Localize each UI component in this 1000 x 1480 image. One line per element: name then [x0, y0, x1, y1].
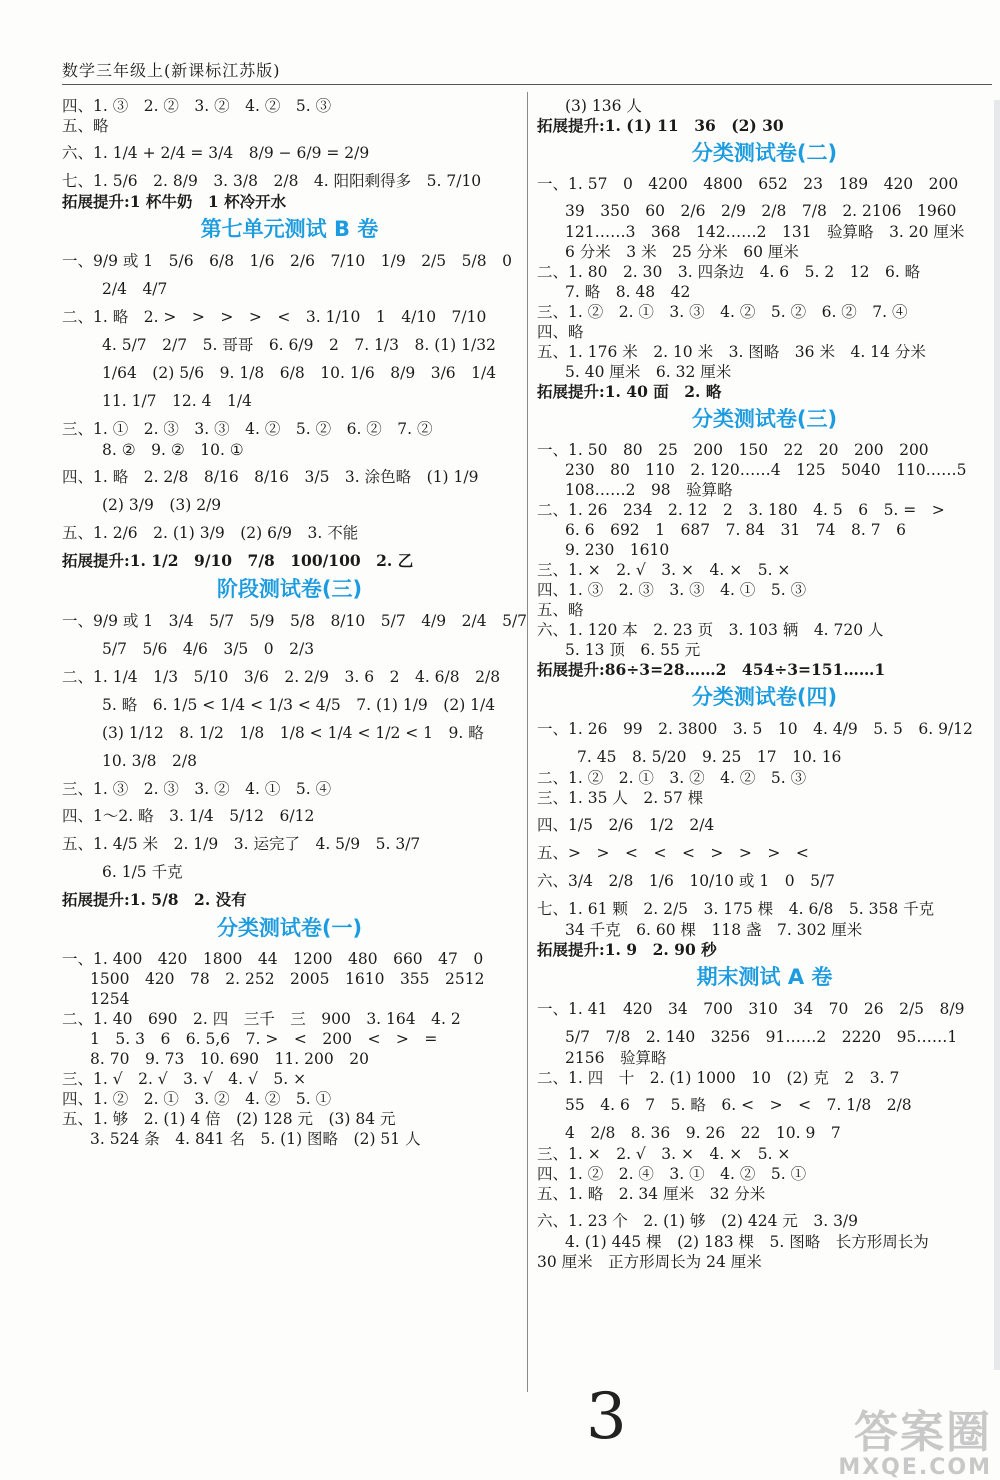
answer-line: 一、1. 50 80 25 200 150 22 20 200 200 [537, 441, 929, 459]
answer-line: 1/64 (2) 5/6 9. 1/8 6/8 10. 1/6 8/9 3/6 1/4 [102, 364, 497, 382]
answer-line: 121……3 368 142……2 131 验算略 3. 20 厘米 [565, 223, 965, 241]
answer-line: 7. 45 8. 5/20 9. 25 17 10. 16 [577, 748, 842, 766]
answer-line: 三、1. ① 2. ③ 3. ③ 4. ② 5. ② 6. ② 7. ② [62, 420, 433, 438]
answer-line: 6 分米 3 米 25 分米 60 厘米 [565, 243, 799, 261]
answer-line: 4 2/8 8. 36 9. 26 22 10. 9 7 [565, 1124, 841, 1142]
page-number: 3 [586, 1380, 627, 1454]
answer-line: (2) 3/9 (3) 2/9 [102, 496, 222, 514]
answer-line: 三、1. ③ 2. ③ 3. ② 4. ① 5. ④ [62, 780, 332, 798]
answer-line: 四、1/5 2/6 1/2 2/4 [537, 816, 715, 834]
section-title: 分类测试卷(四) [691, 685, 838, 709]
answer-line: 2/4 4/7 [102, 280, 168, 298]
answer-line: 四、1. ② 2. ④ 3. ① 4. ② 5. ① [537, 1165, 807, 1183]
answer-line: 55 4. 6 7 5. 略 6. < > < 7. 1/8 2/8 [565, 1096, 912, 1114]
left-column [62, 96, 528, 1149]
answer-line: 六、1. 23 个 2. (1) 够 (2) 424 元 3. 3/9 [537, 1212, 859, 1230]
section-title: 阶段测试卷(三) [216, 577, 363, 601]
answer-line: 30 厘米 正方形周长为 24 厘米 [537, 1253, 762, 1271]
answer-line: 34 千克 6. 60 棵 118 盏 7. 302 厘米 [565, 921, 863, 939]
answer-line: 6. 6 692 1 687 7. 84 31 74 8. 7 6 [565, 521, 906, 539]
extension-answer-line: 拓展提升:1 杯牛奶 1 杯冷开水 [62, 192, 287, 211]
answer-line: 5. 略 6. 1/5 < 1/4 < 1/3 < 4/5 7. (1) 1/9 (2) 1/4 [102, 696, 496, 714]
answer-line: 9. 230 1610 [565, 541, 670, 559]
answer-line: 二、1. 四 十 2. (1) 1000 10 (2) 克 2 3. 7 [537, 1069, 900, 1087]
answer-line: 5. 40 厘米 6. 32 厘米 [565, 363, 732, 381]
answer-line: 四、1. ② 2. ① 3. ② 4. ② 5. ① [62, 1090, 332, 1108]
answer-line: 4. 5/7 2/7 5. 哥哥 6. 6/9 2 7. 1/3 8. (1) 1/32 [102, 336, 496, 354]
answer-line: 六、3/4 2/8 1/6 10/10 或 1 0 5/7 [537, 872, 836, 890]
answer-line: 11. 1/7 12. 4 1/4 [102, 392, 252, 410]
answer-line: 三、1. × 2. √ 3. × 4. × 5. × [537, 561, 791, 579]
watermark-url: MXQE.COM [838, 1455, 992, 1480]
answer-line: 一、9/9 或 1 3/4 5/7 5/9 5/8 8/10 5/7 4/9 2/4 5/7 [62, 612, 528, 630]
answer-line: 5/7 7/8 2. 140 3256 91……2 2220 95……1 [565, 1028, 958, 1046]
extension-answer-line: 拓展提升:1. 5/8 2. 没有 [62, 890, 247, 909]
answer-line: 39 350 60 2/6 2/9 2/8 7/8 2. 2106 1960 [565, 202, 957, 220]
answer-line: 五、1. 2/6 2. (1) 3/9 (2) 6/9 3. 不能 [62, 524, 359, 542]
answer-line: (3) 136 人 [565, 97, 642, 115]
answer-line: 二、1. 略 2. > > > > < 3. 1/10 1 4/10 7/10 [62, 308, 487, 326]
answer-line: 四、略 [537, 323, 584, 341]
answer-line: 3. 524 条 4. 841 名 5. (1) 图略 (2) 51 人 [90, 1130, 421, 1148]
answer-line: 五、1. 176 米 2. 10 米 3. 图略 36 米 4. 14 分米 [537, 343, 926, 361]
answer-line: 五、略 [537, 601, 584, 619]
section-title: 第七单元测试 B 卷 [200, 217, 379, 241]
answer-line: 8. ② 9. ② 10. ① [102, 441, 244, 459]
answer-line: 5/7 5/6 4/6 3/5 0 2/3 [102, 640, 315, 658]
answer-line: 一、9/9 或 1 5/6 6/8 1/6 2/6 7/10 1/9 2/5 5/8 0 [62, 252, 512, 270]
answer-line: 一、1. 400 420 1800 44 1200 480 660 47 0 [62, 950, 484, 968]
answer-line: 2156 验算略 [565, 1049, 667, 1067]
answer-line: 七、1. 5/6 2. 8/9 3. 3/8 2/8 4. 阳阳剩得多 5. 7/10 [62, 172, 482, 190]
answer-line: 四、1～2. 略 3. 1/4 5/12 6/12 [62, 807, 315, 825]
answer-line: 四、1. ③ 2. ② 3. ② 4. ② 5. ③ [62, 97, 332, 115]
header-rule [62, 84, 992, 85]
answer-line: 三、1. 35 人 2. 57 棵 [537, 789, 704, 807]
section-title: 分类测试卷(三) [691, 407, 838, 431]
answer-line: 二、1. 26 234 2. 12 2 3. 180 4. 5 6 5. = > [537, 501, 945, 519]
answer-line: 五、1. 略 2. 34 厘米 32 分米 [537, 1185, 766, 1203]
answer-line: 六、1. 1/4 + 2/4 = 3/4 8/9 − 6/9 = 2/9 [62, 144, 370, 162]
answer-line: 四、1. 略 2. 2/8 8/16 8/16 3/5 3. 涂色略 (1) 1/9 [62, 468, 479, 486]
answer-line: 三、1. ② 2. ① 3. ③ 4. ② 5. ② 6. ② 7. ④ [537, 303, 908, 321]
extension-answer-line: 拓展提升:1. 1/2 9/10 7/8 100/100 2. 乙 [62, 551, 414, 570]
answer-line: (3) 1/12 8. 1/2 1/8 1/8 < 1/4 < 1/2 < 1 9. 略 [102, 724, 484, 742]
answer-line: 8. 70 9. 73 10. 690 11. 200 20 [90, 1050, 369, 1068]
edge-strip [994, 100, 1000, 1370]
answer-line: 1500 420 78 2. 252 2005 1610 355 2512 [90, 970, 485, 988]
answer-line: 4. (1) 445 棵 (2) 183 棵 5. 图略 长方形周长为 [565, 1233, 929, 1251]
answer-line: 一、1. 57 0 4200 4800 652 23 189 420 200 [537, 175, 959, 193]
answer-line: 1 5. 3 6 6. 5,6 7. > < 200 < > = [90, 1030, 438, 1048]
right-column [537, 96, 992, 1272]
answer-line: 五、> > < < < > > > < [537, 844, 809, 862]
section-title: 分类测试卷(一) [216, 916, 363, 940]
column-divider [527, 92, 528, 1392]
answer-line: 一、1. 26 99 2. 3800 3. 5 10 4. 4/9 5. 5 6. 9/12 [537, 720, 973, 738]
answer-line: 六、1. 120 本 2. 23 页 3. 103 辆 4. 720 人 [537, 621, 884, 639]
answer-line: 5. 13 顶 6. 55 元 [565, 641, 701, 659]
answer-line: 五、1. 够 2. (1) 4 倍 (2) 128 元 (3) 84 元 [62, 1110, 396, 1128]
extension-answer-line: 拓展提升:1. (1) 11 36 (2) 30 [537, 116, 784, 135]
answer-line: 1254 [90, 990, 130, 1008]
watermark [838, 1407, 992, 1480]
answer-line: 七、1. 61 颗 2. 2/5 3. 175 棵 4. 6/8 5. 358 千克 [537, 900, 935, 918]
answer-line: 7. 略 8. 48 42 [565, 283, 691, 301]
answer-line: 230 80 110 2. 120……4 125 5040 110……5 [565, 461, 967, 479]
answer-line: 6. 1/5 千克 [102, 863, 183, 881]
extension-answer-line: 拓展提升:1. 9 2. 90 秒 [537, 940, 717, 959]
answer-line: 五、略 [62, 117, 109, 135]
page-header: 数学三年级上(新课标江苏版) [62, 61, 281, 80]
answer-line: 10. 3/8 2/8 [102, 752, 197, 770]
answer-line: 三、1. × 2. √ 3. × 4. × 5. × [537, 1145, 791, 1163]
extension-answer-line: 拓展提升:86÷3=28……2 454÷3=151……1 [537, 660, 886, 679]
watermark-text: 答案圈 [854, 1407, 992, 1458]
answer-line: 二、1. 40 690 2. 四 三千 三 900 3. 164 4. 2 [62, 1010, 461, 1028]
answer-line: 二、1. 80 2. 30 3. 四条边 4. 6 5. 2 12 6. 略 [537, 263, 921, 281]
answer-line: 二、1. ② 2. ① 3. ② 4. ② 5. ③ [537, 769, 807, 787]
answer-line: 四、1. ③ 2. ③ 3. ③ 4. ① 5. ③ [537, 581, 807, 599]
answer-line: 一、1. 41 420 34 700 310 34 70 26 2/5 8/9 [537, 1000, 965, 1018]
answer-line: 五、1. 4/5 米 2. 1/9 3. 运完了 4. 5/9 5. 3/7 [62, 835, 421, 853]
answer-line: 108……2 98 验算略 [565, 481, 733, 499]
section-title: 分类测试卷(二) [691, 141, 838, 165]
section-title: 期末测试 A 卷 [696, 965, 833, 989]
answer-line: 三、1. √ 2. √ 3. √ 4. √ 5. × [62, 1070, 307, 1088]
extension-answer-line: 拓展提升:1. 40 面 2. 略 [537, 382, 722, 401]
answer-line: 二、1. 1/4 1/3 5/10 3/6 2. 2/9 3. 6 2 4. 6/8 2/8 [62, 668, 501, 686]
